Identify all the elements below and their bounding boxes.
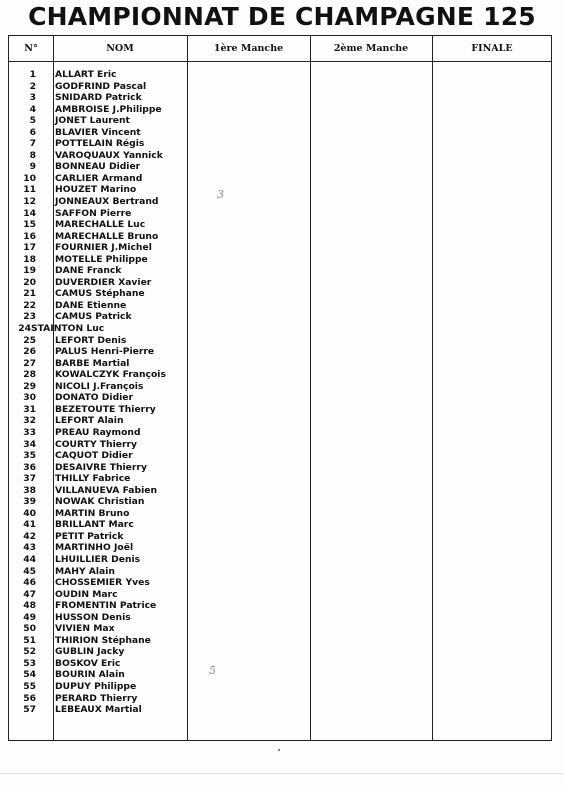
page-edge <box>0 773 564 774</box>
table-row <box>9 346 189 358</box>
header-divider <box>9 61 551 62</box>
table-row <box>9 288 189 300</box>
rider-number: 1 <box>29 69 36 80</box>
rider-number: 10 <box>23 172 36 184</box>
rider-name: VIVIEN Max <box>55 623 115 635</box>
rider-number: 2 <box>29 80 36 92</box>
table-row <box>9 519 189 531</box>
table-row <box>9 439 189 451</box>
table-row <box>9 196 189 208</box>
table-row <box>9 300 189 312</box>
rider-name: PERARD Thierry <box>55 692 138 704</box>
rider-name: VAROQUAUX Yannick <box>55 149 163 161</box>
table-row <box>9 496 189 508</box>
table-row <box>9 635 189 647</box>
table-row <box>9 542 189 554</box>
rider-number: 46 <box>23 577 36 589</box>
rider-name: DANE Etienne <box>55 299 127 311</box>
header-nom: NOM <box>106 43 134 54</box>
rider-number: 29 <box>23 380 36 392</box>
rider-number: 24 <box>18 323 31 335</box>
table-row <box>9 404 189 416</box>
table-row <box>9 184 189 196</box>
table-row <box>9 323 189 335</box>
rider-number: 33 <box>23 426 36 438</box>
rider-number: 39 <box>23 496 36 508</box>
rider-number: 56 <box>23 692 36 704</box>
rider-name: BEZETOUTE Thierry <box>55 403 156 415</box>
rider-number: 38 <box>23 484 36 496</box>
table-row <box>9 600 189 612</box>
rider-name: DUPUY Philippe <box>55 680 137 692</box>
rider-name: PREAU Raymond <box>55 426 141 438</box>
rider-number: 57 <box>23 704 36 716</box>
rider-name: FOURNIER J.Michel <box>55 242 152 254</box>
table-row <box>9 69 189 81</box>
rider-name: BLAVIER Vincent <box>55 126 141 138</box>
rider-number: 16 <box>23 230 36 242</box>
rider-name: JONET Laurent <box>55 115 130 127</box>
rider-name: PETIT Patrick <box>55 530 124 542</box>
rider-name: GUBLIN Jacky <box>55 646 125 658</box>
rider-number: 18 <box>23 253 36 265</box>
table-row <box>9 577 189 589</box>
rider-name: STAINTON Luc <box>31 323 105 335</box>
rider-name: SAFFON Pierre <box>55 207 132 219</box>
rider-name: KOWALCZYK François <box>55 369 166 381</box>
table-row <box>9 138 189 150</box>
column-divider <box>310 36 311 740</box>
rider-name: MAHY Alain <box>55 565 115 577</box>
rider-number: 35 <box>23 450 36 462</box>
rider-name: MOTELLE Philippe <box>55 253 148 265</box>
rider-number: 5 <box>29 115 36 127</box>
rider-name: HOUZET Marino <box>55 184 137 196</box>
rider-name: LEFORT Denis <box>55 334 127 346</box>
rider-name: HUSSON Denis <box>55 611 131 623</box>
table-row <box>9 358 189 370</box>
rider-number: 8 <box>29 149 36 161</box>
rider-number: 52 <box>23 646 36 658</box>
table-row <box>9 508 189 520</box>
rider-number: 30 <box>23 392 36 404</box>
rider-name: CHOSSEMIER Yves <box>55 577 150 589</box>
rider-name: GODFRIND Pascal <box>55 80 147 92</box>
table-row <box>9 161 189 173</box>
rider-name: NOWAK Christian <box>55 496 145 508</box>
rider-name: DONATO Didier <box>55 392 134 404</box>
rider-number: 50 <box>23 623 36 635</box>
table-row <box>9 681 189 693</box>
table-row <box>9 669 189 681</box>
table-row <box>9 531 189 543</box>
rider-name: CARLIER Armand <box>55 172 143 184</box>
rider-number: 41 <box>23 519 36 531</box>
table-row <box>9 646 189 658</box>
rider-number: 36 <box>23 461 36 473</box>
rider-name: DANE Franck <box>55 265 122 277</box>
rider-number: 23 <box>23 311 36 323</box>
rider-name: ALLART Eric <box>55 69 117 80</box>
rider-name: MARECHALLE Bruno <box>55 230 159 242</box>
rider-name: JONNEAUX Bertrand <box>55 196 159 208</box>
table-row <box>9 115 189 127</box>
rider-name: LHUILLIER Denis <box>55 553 141 565</box>
rider-number: 6 <box>29 126 36 138</box>
handwritten-mark: 3 <box>217 188 224 201</box>
rider-number: 15 <box>23 219 36 231</box>
rider-number: 34 <box>23 438 36 450</box>
rider-name: VILLANUEVA Fabien <box>55 484 158 496</box>
rider-name: MARECHALLE Luc <box>55 219 146 231</box>
rider-number: 22 <box>23 299 36 311</box>
table-row <box>9 311 189 323</box>
rider-name: THILLY Fabrice <box>55 473 131 485</box>
table-row <box>9 277 189 289</box>
table-row <box>9 92 189 104</box>
table-row <box>9 415 189 427</box>
rider-number: 20 <box>23 276 36 288</box>
rider-number: 37 <box>23 473 36 485</box>
table-row <box>9 473 189 485</box>
rider-name: BARBE Martial <box>55 357 130 369</box>
rider-number: 14 <box>23 207 36 219</box>
table-row <box>9 335 189 347</box>
column-divider <box>432 36 433 740</box>
table-row <box>9 693 189 705</box>
table-row <box>9 392 189 404</box>
rider-number: 40 <box>23 507 36 519</box>
rider-name: LEFORT Alain <box>55 415 124 427</box>
table-row <box>9 450 189 462</box>
rider-number: 4 <box>29 103 36 115</box>
table-row <box>9 231 189 243</box>
table-row <box>9 104 189 116</box>
table-row <box>9 127 189 139</box>
table-row <box>9 485 189 497</box>
rider-number: 49 <box>23 611 36 623</box>
rider-number: 11 <box>23 184 36 196</box>
header-manche-1: 1ère Manche <box>213 43 284 54</box>
rider-number: 28 <box>23 369 36 381</box>
rider-number: 26 <box>23 346 36 358</box>
table-row <box>9 150 189 162</box>
rider-number: 17 <box>23 242 36 254</box>
table-row <box>9 208 189 220</box>
table-row <box>9 265 189 277</box>
rider-number: 7 <box>29 138 36 150</box>
rider-number: 19 <box>23 265 36 277</box>
rider-name: COURTY Thierry <box>55 438 138 450</box>
rider-number: 31 <box>23 403 36 415</box>
speck <box>278 749 280 751</box>
table-row <box>9 369 189 381</box>
header-num: N° <box>24 43 38 54</box>
rider-name: SNIDARD Patrick <box>55 92 142 104</box>
rider-number: 12 <box>23 196 36 208</box>
rider-name: MARTINHO Joël <box>55 542 134 554</box>
rider-number: 44 <box>23 553 36 565</box>
rider-number: 21 <box>23 288 36 300</box>
header-manche-2: 2ème Manche <box>333 43 409 54</box>
table-row <box>9 242 189 254</box>
rider-number: 32 <box>23 415 36 427</box>
rider-list <box>9 69 189 716</box>
table-row <box>9 566 189 578</box>
rider-name: OUDIN Marc <box>55 588 118 600</box>
rider-name: BOSKOV Eric <box>55 657 121 669</box>
rider-number: 3 <box>29 92 36 104</box>
rider-number: 45 <box>23 565 36 577</box>
rider-number: 27 <box>23 357 36 369</box>
header-finale: FINALE <box>471 43 513 54</box>
table-row <box>9 462 189 474</box>
rider-name: BOURIN Alain <box>55 669 125 681</box>
rider-name: AMBROISE J.Philippe <box>55 103 162 115</box>
results-table <box>8 35 552 741</box>
rider-number: 25 <box>23 334 36 346</box>
rider-name: DUVERDIER Xavier <box>55 276 152 288</box>
rider-number: 54 <box>23 669 36 681</box>
rider-number: 42 <box>23 530 36 542</box>
table-row <box>9 658 189 670</box>
rider-name: DESAIVRE Thierry <box>55 461 147 473</box>
table-row <box>9 612 189 624</box>
table-row <box>9 623 189 635</box>
rider-name: BRILLANT Marc <box>55 519 134 531</box>
rider-number: 55 <box>23 680 36 692</box>
rider-number: 43 <box>23 542 36 554</box>
rider-name: MARTIN Bruno <box>55 507 130 519</box>
rider-name: THIRION Stéphane <box>55 634 151 646</box>
table-row <box>9 427 189 439</box>
rider-name: FROMENTIN Patrice <box>55 600 157 612</box>
table-row <box>9 81 189 93</box>
handwritten-mark: 5 <box>209 664 216 677</box>
rider-name: NICOLI J.François <box>55 380 144 392</box>
table-row <box>9 254 189 266</box>
rider-number: 47 <box>23 588 36 600</box>
rider-name: CAQUOT Didier <box>55 450 133 462</box>
rider-number: 53 <box>23 657 36 669</box>
rider-number: 48 <box>23 600 36 612</box>
table-row <box>9 704 189 716</box>
table-row <box>9 589 189 601</box>
rider-number: 51 <box>23 634 36 646</box>
rider-name: CAMUS Patrick <box>55 311 132 323</box>
table-row <box>9 219 189 231</box>
rider-name: PALUS Henri-Pierre <box>55 346 155 358</box>
rider-number: 9 <box>29 161 36 173</box>
page-title: CHAMPIONNAT DE CHAMPAGNE 125 <box>28 2 536 31</box>
rider-name: CAMUS Stéphane <box>55 288 145 300</box>
table-row <box>9 173 189 185</box>
rider-name: LEBEAUX Martial <box>55 704 142 716</box>
table-row <box>9 554 189 566</box>
table-row <box>9 381 189 393</box>
rider-name: POTTELAIN Régis <box>55 138 145 150</box>
rider-name: BONNEAU Didier <box>55 161 141 173</box>
